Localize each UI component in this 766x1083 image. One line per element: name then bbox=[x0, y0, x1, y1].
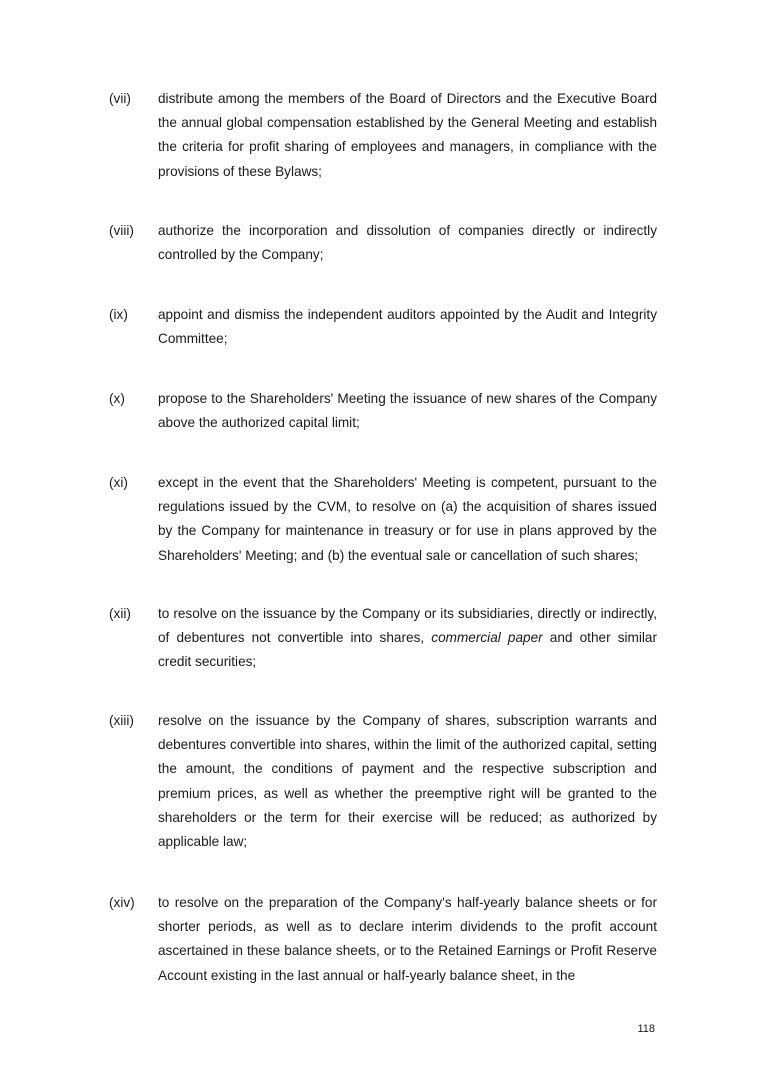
item-text-part: to resolve on the issuance by the Company or its subsidiaries, directly or indirectly, of debentures not convertible into shares, bbox=[158, 606, 657, 646]
list-item bbox=[109, 602, 657, 675]
item-text: resolve on the issuance by the Company of shares, subscription warrants and debentures convertible into shares, within the limit of the authorized capital, setting the amount, the conditions of payment and the respective subscription and premium prices, as well as whether the preemptive right will be granted to the shareholders or the term for their exercise will be reduced; as authorized by applicable law; bbox=[158, 713, 657, 850]
item-text: appoint and dismiss the independent auditors appointed by the Audit and Integrity Committee; bbox=[158, 307, 657, 347]
item-text: authorize the incorporation and dissolution of companies directly or indirectly controlled by the Company; bbox=[158, 223, 657, 263]
item-number: (xiii) bbox=[109, 713, 134, 728]
item-text-part: and other similar credit securities; bbox=[158, 630, 657, 670]
item-text: distribute among the members of the Board of Directors and the Executive Board the annual global compensation established by the General Meeting and establish the criteria for profit sharing of employees and managers, in compliance with the provisions of these Bylaws; bbox=[158, 91, 657, 179]
item-number: (viii) bbox=[109, 223, 134, 238]
list-item bbox=[109, 87, 657, 184]
page-number: 118 bbox=[637, 1023, 655, 1035]
list-item bbox=[109, 303, 657, 351]
item-number: (x) bbox=[109, 391, 125, 406]
item-number: (vii) bbox=[109, 91, 131, 106]
item-text: to resolve on the preparation of the Company's half-yearly balance sheets or for shorter periods, as well as to declare interim dividends to the profit account ascertained in these balance sheets, or to the Retained Earnings or Profit Reserve Account existing in the last annual or half-yearly balance sheet, in the bbox=[158, 895, 657, 983]
item-number: (xi) bbox=[109, 475, 128, 490]
item-number: (xii) bbox=[109, 606, 131, 621]
item-number: (xiv) bbox=[109, 895, 135, 910]
list-item bbox=[109, 387, 657, 435]
list-item bbox=[109, 709, 657, 854]
item-text bbox=[158, 602, 657, 675]
item-text-italic: commercial paper bbox=[431, 630, 543, 646]
item-text: except in the event that the Shareholders' Meeting is competent, pursuant to the regulations issued by the CVM, to resolve on (a) the acquisition of shares issued by the Company for maintenance in treasury or for use in plans approved by the Shareholders' Meeting; and (b) the eventual sale or cancellation of such shares; bbox=[158, 475, 657, 563]
item-number: (ix) bbox=[109, 307, 128, 322]
list-item bbox=[109, 219, 657, 267]
list-item bbox=[109, 891, 657, 988]
item-text: propose to the Shareholders' Meeting the issuance of new shares of the Company above the authorized capital limit; bbox=[158, 391, 657, 431]
list-item bbox=[109, 471, 657, 568]
